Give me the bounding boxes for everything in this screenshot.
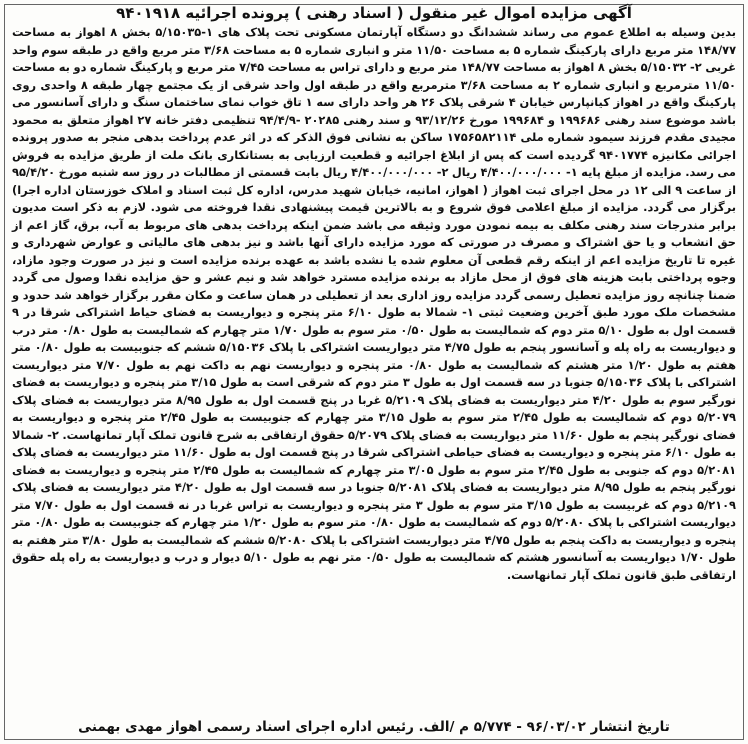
- notice-title: آگهی مزایده اموال غیر منقول ( اسناد رهنی ) پرونده اجرائیه ۹۴۰۱۹۱۸: [116, 4, 632, 22]
- notice-footer: تاریخ انتشار ۹۶/۰۳/۰۲ - ۵/۷۷۴ م /الف. رئیس اداره اجرای اسناد رسمی اهواز مهدی بهمنی: [78, 719, 670, 735]
- notice-body: بدین وسیله به اطلاع عموم می رساند ششدانگ دو دستگاه آپارتمان مسکونی تحت پلاک های ۱-۵/۱۵۰۳۵ بخش ۸ اهواز به مساحت ۱۴۸/۷۷ متر مربع دارای پارکینگ شماره ۵ به مساحت ۱۱/۵۰ متر و انباری شماره ۵ به مساحت ۳/۶۸ متر مربع واقع در طبقه سوم واحد غربی ۲- ۵/۱۵۰۳۲ بخش ۸ اهواز به مساحت ۱۴۸/۷۷ متر مربع و دارای تراس به مساحت ۷/۴۵ متر مربع و پارکینگ شماره دو به مساحت ۱۱/۵۰ مترمربع و انباری شماره ۲ به مساحت ۳/۶۸ مترمربع واقع در طبقه اول واحد شرقی از یک مجتمع چهار طبقه ۸ واحدی روی پارکینگ واقع در اهواز کیانپارس خیابان ۴ شرقی پلاک ۲۶ هر واحد دارای سه ۱ تاق خواب نمای ساختمان سنگ و دارای آسانسور می باشد موضوع سند رهنی ۱۹۹۶۸۶ و ۱۹۹۶۸۴ مورخ ۹۳/۱۲/۲۶ و سند رهنی ۲۰۲۸۵ -۹۴/۴/۹ تنظیمی دفتر خانه ۲۷ اهواز متعلق به محمود مجیدی مقدم فرزند سیمود شماره ملی ۱۷۵۶۵۸۲۱۱۴ ساکن به نشانی فوق الذکر که در اثر عدم پرداخت بدهی منجر به صدور پرونده اجرائی مکانیزه ۹۴۰۱۷۷۴ گردیده است که پس از ابلاغ اجرائیه و قطعیت ارزیابی به بستانکاری بانک ملت از طریق مزایده به فروش می رسد. مزایده از مبلغ پایه ۱- ۴/۴۰۰/۰۰۰/۰۰۰ ریال ۲- ۴/۴۰۰/۰۰۰/۰۰۰ ریال بابت قسمتی از مطالبات در روز سه شنبه مورخ ۹۵/۴/۲۰ از ساعت ۹ الی ۱۲ در محل اجرای ثبت اهواز ( اهواز، امانیه، خیابان شهید مدرس، اداره کل ثبت اسناد و املاک خوزستان اداره اجرا) برگزار می گردد. مزایده از مبلغ اعلامی فوق شروع و به بالاترین قیمت پیشنهادی نقدا فروخته می شود. لازم به ذکر است مدیون برابر مندرجات سند رهنی مکلف به بیمه نمودن مورد وثیقه می باشد ضمن اینکه پرداخت بدهی های مربوط به آب، برق، گاز اعم از حق انشعاب و یا حق اشتراک و مصرف در صورتی که مورد مزایده دارای آنها باشد و نیز بدهی های مالیاتی و عوارض شهرداری و غیره تا تاریخ مزایده اعم از اینکه رقم قطعی آن معلوم شده یا نشده باشد به عهده برنده مزایده است و نیز در صورت وجود مازاد، وجوه پرداختی بابت هزینه های فوق از محل مازاد به برنده مزایده مسترد خواهد شد و نیم عشر و حق مزایده نقدا وصول می گردد ضمنا چنانچه روز مزایده تعطیل رسمی گردد مزایده روز اداری بعد از تعطیلی در همان ساعت و مکان مقرر برگزار خواهد شد حدود و مشخصات ملک مورد طبق آخرین وضعیت ثبتی ۱- شمالا به طول ۶/۱۰ متر پنجره و دیواریست به فضای حیاط اشتراکی شرقا در ۹ قسمت اول به طول ۵/۱۰ متر دوم که شمالیست به طول ۰/۵۰ متر سوم به طول ۱/۷۰ متر چهارم که شمالیست به طول ۰/۸۰ متر درب و دیواریست به راه پله و آسانسور پنجم به طول ۴/۷۵ متر دیواریست اشتراکی با پلاک ۵/۱۵۰۳۶ ششم که جنوبیست به طول ۰/۸۰ متر هفتم به طول ۱/۲۰ متر هشتم که شمالیست به طول ۰/۸۰ متر پنجره و دیواریست نهم به داکت نهم به طول ۷/۷۰ متر دیواریست اشتراکی با پلاک ۵/۱۵۰۳۶ جنوبا در سه قسمت اول به طول ۳ متر دوم که شرقی است به طول ۳/۱۵ متر پنجره و دیواریست به فضای نورگیر سوم به طول ۴/۲۰ متر دیواریست به فضای پلاک ۵/۲۱۰۹ غربا در پنج قسمت اول به طول ۸/۹۵ متر دیواریست به فضای پلاک ۵/۲۰۷۹ دوم که شمالیست به طول ۲/۴۵ متر سوم به طول ۳/۱۵ متر چهارم که جنوبیست به طول ۲/۴۵ متر پنجره و دیواریست به فضای نورگیر پنجم به طول ۱۱/۶۰ متر دیواریست به فضای پلاک ۵/۲۰۷۹ حقوق ارتفاقی به شرح قانون تملک آپار تمانهاست. ۲- شمالا به طول ۶/۱۰ متر پنجره و دیواریست به فضای حیاطی اشتراکی شرقا در پنج قسمت اول به طول ۱۱/۶۰ متر دیواریست به فضای پلاک ۵/۲۰۸۱ دوم که جنوبی به طول ۲/۴۵ متر سوم به طول ۳/۰۵ متر چهارم که شمالیست به طول ۲/۴۵ متر پنجره و دیواریست به فضای نورگیر پنجم به طول ۸/۹۵ متر دیواریست به فضای پلاک ۵/۲۰۸۱ جنوبا در سه قسمت اول به طول ۴/۲۰ متر دیواریست به فضای پلاک ۵/۲۱۰۹ دوم که غربیست به طول ۳/۱۵ متر سوم به طول ۳ متر پنجره و دیواریست به تراس غربا در نه قسمت اول به طول ۷/۷۰ متر دیواریست اشتراکی با پلاک ۵/۲۰۸۰ دوم که شمالیست به طول ۰/۸۰ متر سوم به طول ۱/۲۰ متر چهارم که جنوبیست به طول ۰/۸۰ متر پنجره و دیواریست به داکت پنجم به طول ۴/۷۵ متر دیواریست اشتراکی با پلاک ۵/۲۰۸۰ ششم که شمالیست به طول ۳/۸۰ متر هفتم به طول ۱/۷۰ دیواریست به آسانسور هشتم که شمالیست به طول ۰/۵۰ متر نهم به طول ۵/۱۰ دیوار و درب و دیواریست به راه پله حقوق ارتفاقی طبق قانون تملک آپار تمانهاست.: [12, 25, 737, 582]
